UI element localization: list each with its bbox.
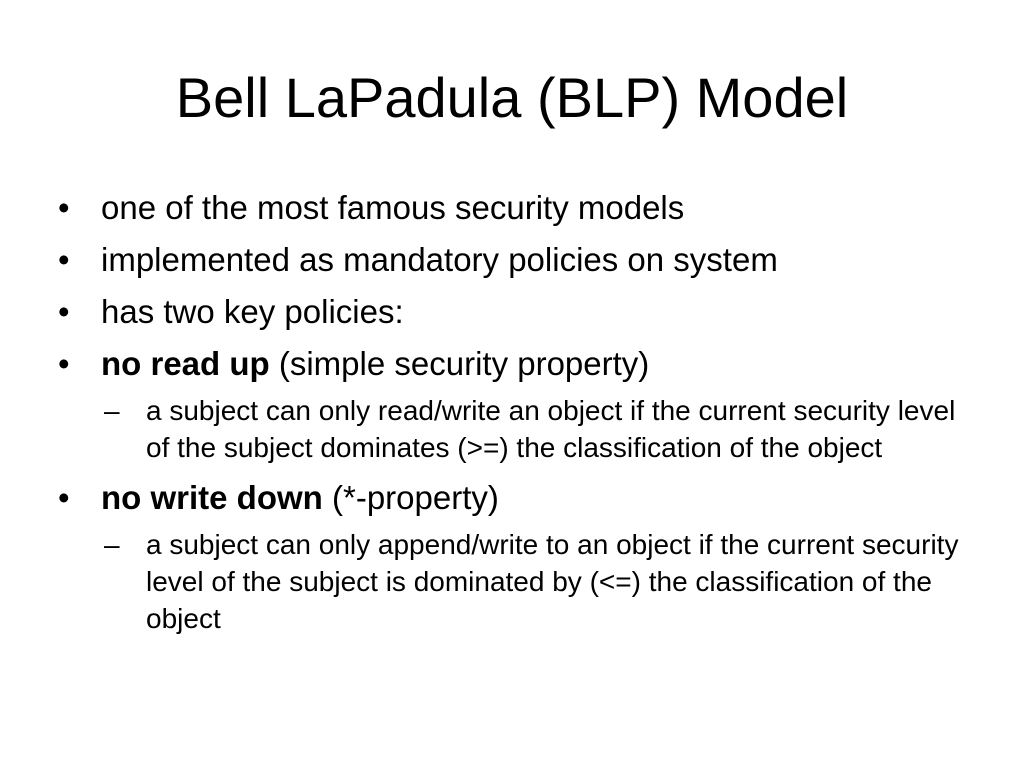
bullet-text: (*-property) <box>322 479 499 516</box>
bullet-item <box>56 338 986 390</box>
bullet-text: one of the most famous security models <box>101 189 685 226</box>
bullet-marker: • <box>58 293 70 330</box>
bullet-item <box>56 182 986 234</box>
sub-bullet-text: a subject can only read/write an object if the current security level of the subject dominates (>=) the classification of the object <box>146 395 956 463</box>
bullet-list <box>56 182 986 643</box>
bullet-marker: • <box>58 241 70 278</box>
sub-bullet-item <box>101 526 986 637</box>
bullet-text: has two key policies: <box>101 293 404 330</box>
sub-bullet-text: a subject can only append/write to an object if the current security level of the subject is dominated by (<=) the classification of the object <box>146 529 959 634</box>
bullet-bold-term: no write down <box>101 479 323 516</box>
sub-bullet-marker: – <box>104 395 120 426</box>
bullet-text: implemented as mandatory policies on system <box>101 241 778 278</box>
bullet-item <box>56 472 986 524</box>
sub-bullet-item <box>101 392 986 466</box>
bullet-marker: • <box>58 345 70 382</box>
sub-bullet-marker: – <box>104 529 120 560</box>
bullet-text: (simple security property) <box>269 345 650 382</box>
bullet-item <box>56 286 986 338</box>
bullet-marker: • <box>58 479 70 516</box>
bullet-item <box>56 234 986 286</box>
slide-title: Bell LaPadula (BLP) Model <box>175 66 849 129</box>
bullet-bold-term: no read up <box>101 345 270 382</box>
bullet-marker: • <box>58 189 70 226</box>
